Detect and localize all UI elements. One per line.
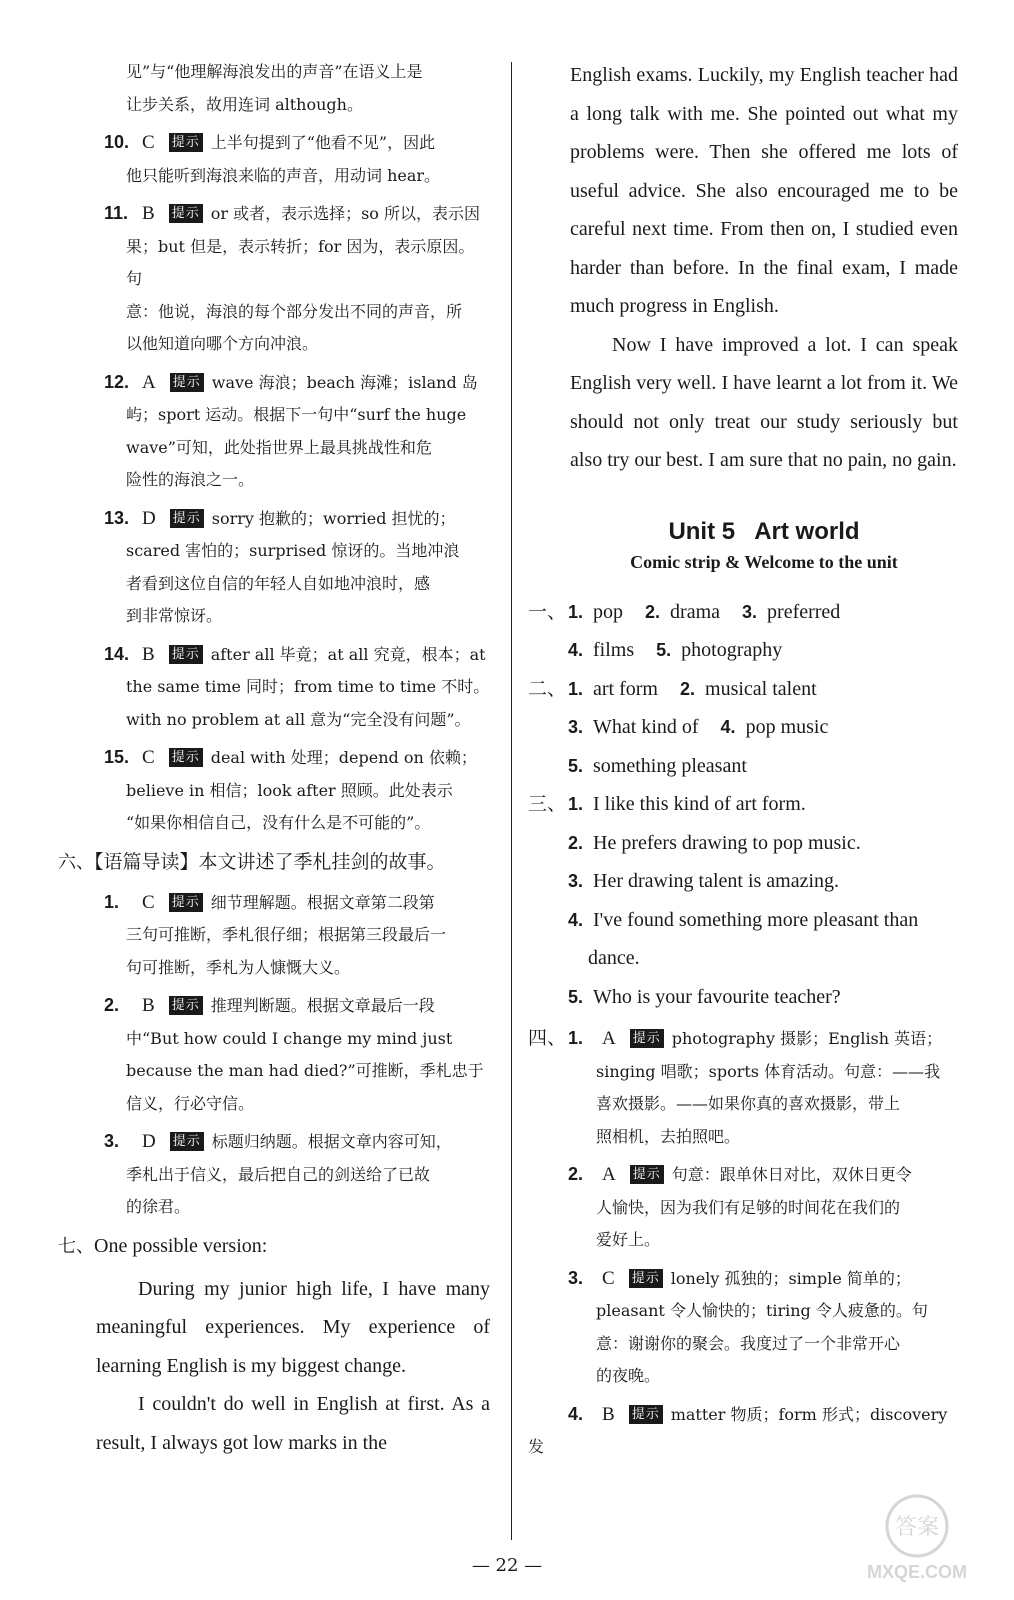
section-label: 六、 — [58, 851, 94, 873]
answer-line — [528, 1262, 958, 1296]
exercise-answer: pop — [593, 600, 624, 623]
explanation-line: scared 害怕的；surprised 惊讶的。当地冲浪 — [126, 541, 460, 560]
exercise-number: 1. — [568, 601, 584, 622]
tip-label: 提示 — [169, 996, 203, 1015]
item-number: 15. — [104, 747, 130, 767]
explanation-line: 季札出于信义，最后把自己的剑送给了已故 — [126, 1164, 431, 1184]
answer-item — [58, 741, 490, 840]
tip-label: 提示 — [169, 645, 203, 664]
explanation-line: singing 唱歌；sports 体育活动。句意：——我 — [596, 1061, 941, 1081]
answer-line — [58, 197, 490, 231]
item-answer: D — [142, 1131, 156, 1152]
answer-item — [58, 197, 490, 361]
exercise-number: 4. — [568, 909, 584, 930]
answer-line — [58, 989, 490, 1023]
item-answer: B — [142, 203, 155, 224]
explanation-line: 的夜晚。 — [596, 1366, 661, 1385]
item-answer: A — [142, 371, 156, 393]
tip-label: 提示 — [169, 133, 203, 152]
exercise-answer: dance. — [588, 947, 640, 969]
answer-item — [528, 1398, 958, 1464]
exercise-number: 5. — [568, 755, 584, 776]
watermark-mark: 答案 — [894, 1515, 940, 1540]
item-number: 13. — [104, 507, 130, 528]
answer-line — [58, 886, 490, 920]
answer-item — [528, 1262, 958, 1393]
answer-item — [58, 126, 490, 192]
item-answer: D — [142, 507, 156, 529]
answer-line — [58, 1125, 490, 1159]
tip-label: 提示 — [170, 1132, 204, 1151]
explanation-text: wave 海浪；beach 海滩；island 岛 — [211, 372, 478, 392]
section-label: 四、 — [528, 1027, 567, 1049]
explanation-line: 意：他说，海浪的每个部分发出不同的声音，所 — [126, 301, 463, 321]
explanation-line: 他只能听到海浪来临的声音，用动词 hear。 — [126, 165, 441, 185]
explanation-line: 中“But how could I change my mind just — [126, 1028, 453, 1048]
section-four — [528, 1022, 958, 1464]
essay-paragraph: During my junior high life, I have many meaningful experiences. My experience of learning English is my biggest change. — [96, 1277, 490, 1377]
exercise-answer: something pleasant — [593, 754, 747, 777]
explanation-line: 险性的海浪之一。 — [126, 470, 255, 489]
explanation-line: pleasant 令人愉快的；tiring 令人疲惫的。句 — [596, 1301, 928, 1320]
exercise-answer: preferred — [767, 600, 841, 623]
unit-subtitle: Comic strip & Welcome to the unit — [630, 551, 898, 572]
answer-item — [58, 638, 490, 737]
exercise-answer: photography — [681, 639, 783, 661]
unit-title: Unit 5 Art world — [668, 517, 860, 545]
tip-label: 提示 — [630, 1165, 664, 1184]
item-number: 2. — [568, 1164, 584, 1184]
item-number: 14. — [104, 643, 130, 664]
exercise-number: 5. — [656, 640, 672, 660]
answer-item — [58, 502, 490, 633]
exercise-number: 2. — [568, 832, 584, 853]
exercise-row — [528, 939, 958, 978]
tip-label: 提示 — [169, 893, 203, 912]
exercise-number: 3. — [568, 717, 584, 737]
column-divider — [511, 62, 512, 1540]
explanation-line: 的徐君。 — [126, 1197, 191, 1216]
answer-line — [58, 502, 490, 536]
exercise-row — [528, 747, 958, 786]
exercise-row — [528, 824, 958, 863]
exercise-row — [528, 785, 958, 824]
answer-line — [58, 741, 490, 775]
exercise-row — [528, 978, 958, 1017]
section-intro: One possible version: — [94, 1234, 268, 1257]
explanation-line: 照相机，去拍照吧。 — [596, 1126, 741, 1146]
left-column — [58, 56, 490, 1462]
explanation-line: 人愉快，因为我们有足够的时间花在我们的 — [596, 1197, 901, 1217]
answer-line — [58, 366, 490, 400]
tip-label: 提示 — [169, 204, 203, 223]
answer-line — [528, 1398, 958, 1464]
exercise-answer: I've found something more pleasant than — [593, 908, 919, 931]
exercise-number: 3. — [742, 601, 758, 622]
exercise-answer: pop music — [745, 716, 829, 738]
section-label: 二、 — [528, 677, 567, 700]
tip-label: 提示 — [170, 373, 204, 392]
intro-line: 让步关系，故用连词 although。 — [126, 94, 363, 114]
tip-label: 提示 — [629, 1269, 663, 1288]
item-answer: B — [142, 643, 155, 665]
item-number: 1. — [104, 891, 120, 912]
item-number: 3. — [104, 1131, 120, 1151]
explanation-text: matter 物质；form 形式；discovery 发 — [528, 1404, 948, 1456]
answer-item — [58, 989, 490, 1120]
item-answer: C — [602, 1267, 615, 1289]
item-answer: C — [142, 891, 155, 913]
explanation-text: 推理判断题。根据文章最后一段 — [210, 996, 435, 1015]
exercise-row — [528, 862, 958, 901]
item-number: 3. — [568, 1267, 584, 1288]
section-label: 三、 — [528, 793, 567, 815]
item-answer: C — [142, 747, 155, 768]
answer-line — [528, 1022, 958, 1056]
section-seven-heading — [58, 1229, 490, 1264]
watermark-logo — [842, 1486, 992, 1586]
section-label: 七、 — [58, 1235, 94, 1257]
exercise-answer: He prefers drawing to pop music. — [593, 831, 861, 854]
exercise-number: 4. — [568, 640, 584, 660]
item-number: 10. — [104, 132, 130, 152]
intro-line: 见”与“他理解海浪发出的声音”在语义上是 — [126, 62, 423, 81]
answer-item — [528, 1158, 958, 1257]
explanation-line: 意：谢谢你的聚会。我度过了一个非常开心 — [596, 1333, 901, 1353]
explanation-text: lonely 孤独的；simple 简单的； — [670, 1268, 911, 1288]
exercise-answer: musical talent — [705, 677, 817, 700]
tip-label: 提示 — [170, 509, 204, 528]
explanation-text: or 或者，表示选择；so 所以，表示因 — [210, 204, 481, 223]
explanation-line: 以他知道向哪个方向冲浪。 — [126, 334, 319, 353]
explanation-line: believe in 相信；look after 照顾。此处表示 — [126, 780, 453, 800]
explanation-text: 上半句提到了“他看不见”，因此 — [210, 133, 436, 152]
exercise-row — [528, 670, 958, 709]
section-label: 一、 — [528, 600, 567, 623]
explanation-line: wave”可知，此处指世界上最具挑战性和危 — [126, 437, 432, 457]
exercise-number: 1. — [568, 794, 584, 814]
explanation-text: 标题归纳题。根据文章内容可知， — [211, 1132, 452, 1151]
explanation-line: because the man had died?”可推断，季札忠于 — [126, 1061, 484, 1080]
explanation-line: the same time 同时；from time to time 不时。 — [126, 677, 490, 696]
exercise-answer: Who is your favourite teacher? — [593, 985, 841, 1008]
tip-label: 提示 — [629, 1405, 663, 1424]
exercise-answer: Her drawing talent is amazing. — [593, 870, 840, 892]
exercise-number: 2. — [645, 601, 661, 622]
exercise-row — [528, 593, 958, 632]
item-answer: A — [602, 1164, 616, 1185]
explanation-text: 句意：跟单休日对比，双休日更令 — [671, 1165, 912, 1184]
essay-paragraph: English exams. Luckily, my English teacher had a long talk with me. She pointed out what my problems were. Then she offered me lots of useful advice. She also encouraged me to be careful next time. From then on, I studied even harder than before. In the final exam, I made much progress in English. — [570, 64, 958, 317]
explanation-line: 喜欢摄影。——如果你真的喜欢摄影，带上 — [596, 1094, 901, 1113]
exercise-number: 2. — [680, 678, 696, 699]
item-answer: C — [142, 132, 155, 153]
explanation-line: with no problem at all 意为“完全没有问题”。 — [126, 709, 471, 729]
answer-item — [58, 1125, 490, 1224]
explanation-text: sorry 抱歉的；worried 担忧的； — [211, 508, 456, 528]
explanation-line: 到非常惊讶。 — [126, 606, 223, 625]
explanation-line: 屿；sport 运动。根据下一句中“surf the huge — [126, 405, 467, 424]
answer-line — [58, 638, 490, 672]
answer-line — [58, 126, 490, 160]
section-guide: 【语篇导读】本文讲述了季札挂剑的故事。 — [94, 850, 446, 873]
right-column — [528, 56, 958, 1469]
exercise-answer: drama — [670, 600, 721, 623]
item-number: 1. — [568, 1028, 584, 1048]
explanation-text: deal with 处理；depend on 依赖； — [210, 748, 477, 767]
explanation-line: 果；but 但是，表示转折；for 因为，表示原因。句 — [126, 236, 475, 288]
essay-paragraph: I couldn't do well in English at first. As a result, I always got low marks in the — [96, 1393, 490, 1454]
explanation-line: 爱好上。 — [596, 1230, 661, 1249]
explanation-line: 三句可推断，季札很仔细；根据第三段最后一 — [126, 925, 447, 944]
exercise-row — [528, 901, 958, 940]
explanation-text: after all 毕竟；at all 究竟，根本；at — [210, 644, 486, 664]
explanation-line: “如果你相信自己，没有什么是不可能的”。 — [126, 813, 431, 832]
exercise-answer: I like this kind of art form. — [593, 793, 806, 815]
item-number: 4. — [568, 1403, 584, 1424]
exercise-number: 3. — [568, 871, 584, 891]
item-number: 12. — [104, 371, 130, 392]
item-number: 11. — [104, 203, 129, 223]
item-answer: B — [602, 1403, 615, 1425]
item-answer: B — [142, 995, 155, 1016]
answer-item — [58, 886, 490, 985]
exercise-answer: films — [593, 639, 635, 661]
section-six-heading — [58, 845, 490, 880]
exercise-row — [528, 631, 958, 670]
explanation-text: 细节理解题。根据文章第二段第 — [210, 892, 435, 912]
tip-label: 提示 — [169, 748, 203, 767]
exercise-answer: What kind of — [593, 716, 699, 738]
explanation-line: 信义，行必守信。 — [126, 1093, 255, 1113]
explanation-line: 句可推断，季札为人慷慨大义。 — [126, 957, 351, 977]
exercise-number: 1. — [568, 678, 584, 699]
exercise-number: 4. — [720, 717, 736, 737]
item-answer: A — [602, 1028, 616, 1049]
answer-item — [528, 1022, 958, 1153]
item-number: 2. — [104, 995, 120, 1015]
answer-item — [58, 366, 490, 497]
explanation-line: 者看到这位自信的年轻人自如地冲浪时，感 — [126, 573, 431, 593]
exercise-number: 5. — [568, 986, 584, 1007]
watermark-url: MXQE.COM — [866, 1562, 968, 1582]
exercise-answer: art form — [593, 677, 658, 700]
essay-paragraph: Now I have improved a lot. I can speak English very well. I have learnt a lot from it. We should not only treat our study seriously but also try our best. I am sure that no pain, no gain. — [570, 333, 958, 471]
answer-line — [528, 1158, 958, 1192]
explanation-text: photography 摄影；English 英语； — [671, 1029, 943, 1048]
exercise-row — [528, 708, 958, 747]
tip-label: 提示 — [630, 1029, 664, 1048]
page-number: — 22 — — [471, 1555, 543, 1576]
